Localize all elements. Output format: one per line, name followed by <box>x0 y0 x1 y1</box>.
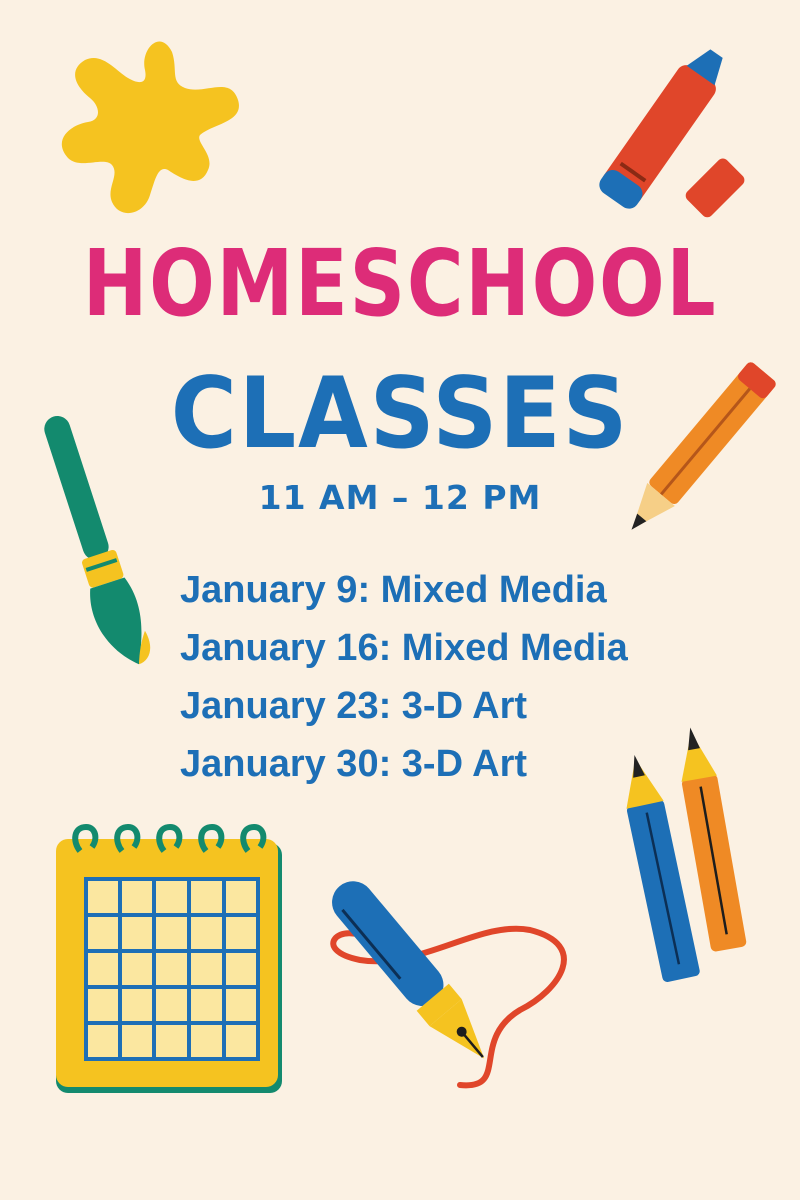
class-time: 11 AM – 12 PM <box>258 478 542 517</box>
eraser-icon <box>680 150 760 230</box>
title-line-2: CLASSES <box>170 357 630 471</box>
fountain-pen-icon <box>300 860 600 1110</box>
paint-splat-icon <box>40 30 250 230</box>
title-line-1: HOMESCHOOL <box>82 230 718 337</box>
schedule-item: January 23: 3-D Art <box>180 685 528 727</box>
schedule-item: January 9: Mixed Media <box>180 569 607 611</box>
schedule-list <box>180 565 628 797</box>
schedule-item: January 16: Mixed Media <box>180 627 628 669</box>
schedule-item: January 30: 3-D Art <box>180 743 528 785</box>
colored-pencils-icon <box>615 715 775 985</box>
calendar-notepad-icon <box>50 815 290 1100</box>
